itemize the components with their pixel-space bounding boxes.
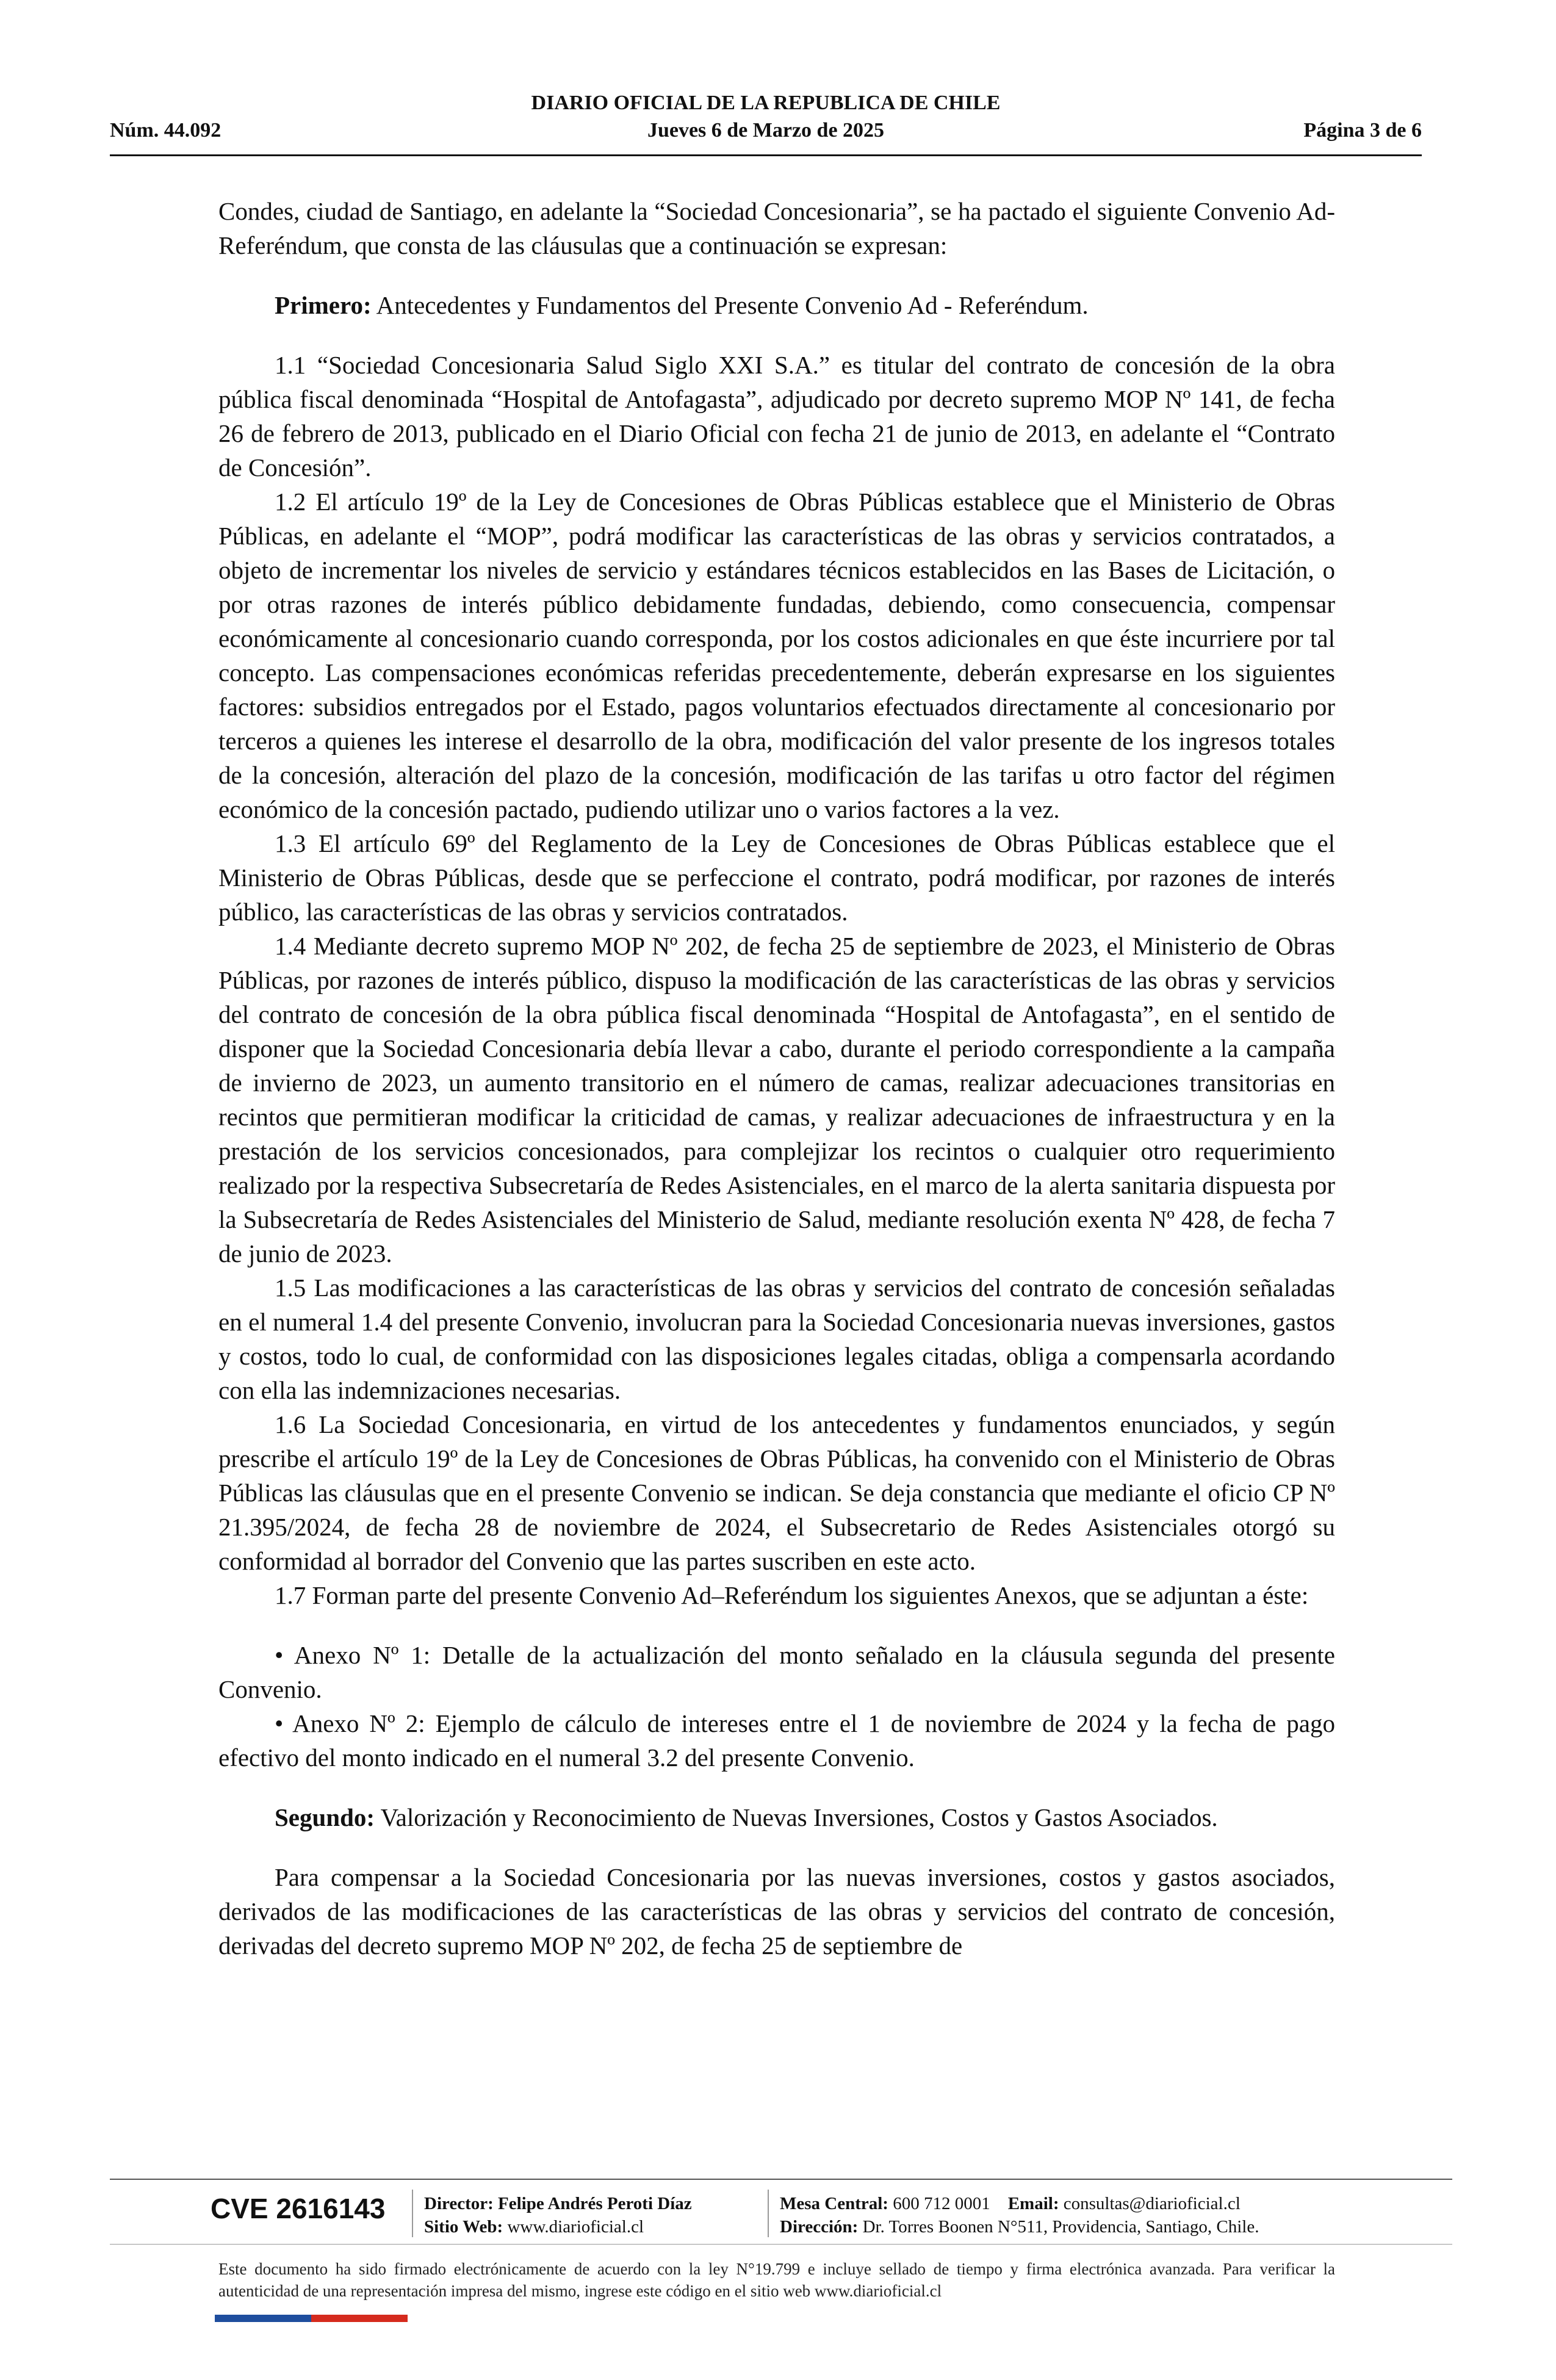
paragraph-1-3: 1.3 El artículo 69º del Reglamento de la Ley de Concesiones de Obras Públicas establece que el Ministerio de Obras Públicas, desde que se perfeccione el contrato, podrá modificar, por razones de interés público, las características de las obras y servicios contratados. xyxy=(218,829,1335,926)
clause-segundo-label: Segundo: xyxy=(275,1803,375,1831)
footer-divider-bottom xyxy=(110,2244,1452,2245)
email-label: Email: xyxy=(1007,2194,1059,2213)
footer-divider-top xyxy=(110,2179,1452,2180)
paragraph-1-7: 1.7 Forman parte del presente Convenio Ad–Referéndum los siguientes Anexos, que se adjuntan a éste: xyxy=(275,1581,1309,1609)
director-label: Director: xyxy=(424,2194,494,2213)
address-text: Dr. Torres Boonen N°511, Providencia, Santiago, Chile. xyxy=(858,2217,1259,2237)
paragraph-intro: Condes, ciudad de Santiago, en adelante la “Sociedad Concesionaria”, se ha pactado el siguiente Convenio Ad-Referéndum, que consta de las cláusulas que a continuación se expresan: xyxy=(218,197,1335,259)
issue-number: Núm. 44.092 xyxy=(110,119,222,142)
footer-separator xyxy=(768,2190,769,2237)
paragraph-1-1: 1.1 “Sociedad Concesionaria Salud Siglo XXI S.A.” es titular del contrato de concesión de la obra pública fiscal denominada “Hospital de Antofagasta”, adjudicado por decreto supremo MOP Nº 141, de fecha 26 de febrero de 2013, publicado en el Diario Oficial con fecha 21 de junio de 2013, en adelante el “Contrato de Concesión”. xyxy=(218,351,1335,481)
web-label: Sitio Web: xyxy=(424,2217,503,2237)
flag-stripe-red xyxy=(311,2315,408,2322)
flag-stripe-blue xyxy=(215,2315,311,2322)
footer-address-line xyxy=(780,2215,1259,2238)
paragraph-1-2: 1.2 El artículo 19º de la Ley de Concesiones de Obras Públicas establece que el Ministerio de Obras Públicas, en adelante el “MOP”, podrá modificar las características de las obras y servicios contratados, a objeto de incrementar los niveles de servicio y estándares técnicos establecidos en las Bases de Licitación, o por otras razones de interés público debidamente fundadas, debiendo, como consecuencia, compensar económicamente al concesionario cuando corresponda, por los costos adicionales en que éste incurriere por tal concepto. Las compensaciones económicas referidas precedentemente, deberán expresarse en los siguientes factores: subsidios entregados por el Estado, pagos voluntarios efectuados directamente al concesionario por terceros a quienes les interese el desarrollo de la obra, modificación del valor presente de los ingresos totales de la concesión, alteración del plazo de la concesión, modificación de las tarifas u otro factor del régimen económico de la concesión pactado, pudiendo utilizar uno o varios factores a la vez. xyxy=(218,488,1335,823)
list-item-anexo-2: • Anexo Nº 2: Ejemplo de cálculo de intereses entre el 1 de noviembre de 2024 y la fecha de pago efectivo del monto indicado en el numeral 3.2 del presente Convenio. xyxy=(218,1709,1335,1772)
list-item-anexo-1: • Anexo Nº 1: Detalle de la actualización del monto señalado en la cláusula segunda del presente Convenio. xyxy=(218,1641,1335,1703)
footer-web-line xyxy=(424,2215,692,2238)
paragraph-1-4: 1.4 Mediante decreto supremo MOP Nº 202, de fecha 25 de septiembre de 2023, el Ministerio de Obras Públicas, por razones de interés público, dispuso la modificación de las características de las obras y servicios del contrato de concesión de la obra pública fiscal denominada “Hospital de Antofagasta”, en el sentido de disponer que la Sociedad Concesionaria debía llevar a cabo, durante el periodo correspondiente a la campaña de invierno de 2023, un aumento transitorio en el número de camas, realizar adecuaciones transitorias en recintos que permitieran modificar la criticidad de camas, y realizar adecuaciones de infraestructura y en la prestación de los servicios concesionados, para complejizar los recintos o cualquier otro requerimiento realizado por la respectiva Subsecretaría de Redes Asistenciales, en el marco de la alerta sanitaria dispuesta por la Subsecretaría de Redes Asistenciales del Ministerio de Salud, mediante resolución exenta Nº 428, de fecha 7 de junio de 2023. xyxy=(218,932,1335,1268)
paragraph-segundo: Para compensar a la Sociedad Concesionaria por las nuevas inversiones, costos y gastos asociados, derivados de las modificaciones de las características de las obras y servicios del contrato de concesión, derivadas del decreto supremo MOP Nº 202, de fecha 25 de septiembre de xyxy=(218,1863,1335,1960)
header-divider xyxy=(110,154,1422,156)
document-body xyxy=(218,194,1335,1963)
mesa-label: Mesa Central: xyxy=(780,2194,888,2213)
page-indicator: Página 3 de 6 xyxy=(1303,119,1422,142)
clause-primero-title: Antecedentes y Fundamentos del Presente Convenio Ad - Referéndum. xyxy=(371,291,1089,319)
flag-stripe xyxy=(215,2315,408,2322)
clause-segundo-heading xyxy=(218,1800,1335,1834)
clause-primero-heading xyxy=(218,288,1335,322)
clause-primero-label: Primero: xyxy=(275,291,372,319)
address-label: Dirección: xyxy=(780,2217,859,2237)
page-header xyxy=(110,92,1422,153)
footer-director-block xyxy=(424,2192,692,2238)
paragraph-1-6: 1.6 La Sociedad Concesionaria, en virtud de los antecedentes y fundamentos enunciados, y según prescribe el artículo 19º de la Ley de Concesiones de Obras Públicas, ha convenido con el Ministerio de Obras Públicas las cláusulas que en el presente Convenio se indican. Se deja constancia que mediante el oficio CP Nº 21.395/2024, de fecha 28 de noviembre de 2024, el Subsecretario de Redes Asistenciales otorgó su conformidad al borrador del Convenio que las partes suscriben en este acto. xyxy=(218,1410,1335,1575)
legal-notice: Este documento ha sido firmado electrónicamente de acuerdo con la ley N°19.799 e incluye sellado de tiempo y firma electrónica avanzada. Para verificar la autenticidad de una representación impresa del mismo, ingrese este código en el sitio web www.diarioficial.cl xyxy=(218,2260,1335,2300)
director-name: Felipe Andrés Peroti Díaz xyxy=(493,2194,692,2213)
footer-separator xyxy=(412,2190,413,2237)
footer-director-line xyxy=(424,2192,692,2215)
footer-contact-line xyxy=(780,2192,1259,2215)
cve-code: CVE 2616143 xyxy=(211,2193,386,2224)
clause-segundo-title: Valorización y Reconocimiento de Nuevas Inversiones, Costos y Gastos Asociados. xyxy=(375,1803,1218,1831)
newspaper-title: DIARIO OFICIAL DE LA REPUBLICA DE CHILE xyxy=(531,92,1001,114)
email-link[interactable]: consultas@diarioficial.cl xyxy=(1059,2194,1241,2213)
web-link[interactable]: www.diarioficial.cl xyxy=(503,2217,644,2237)
mesa-phone: 600 712 0001 xyxy=(888,2194,990,2213)
issue-date: Jueves 6 de Marzo de 2025 xyxy=(647,119,885,142)
footer-contact-block xyxy=(780,2192,1259,2238)
paragraph-1-5: 1.5 Las modificaciones a las características de las obras y servicios del contrato de concesión señaladas en el numeral 1.4 del presente Convenio, involucran para la Sociedad Concesionaria nuevas inversiones, gastos y costos, todo lo cual, de conformidad con las disposiciones legales citadas, obliga a compensarla acordando con ella las indemnizaciones necesarias. xyxy=(218,1274,1335,1404)
